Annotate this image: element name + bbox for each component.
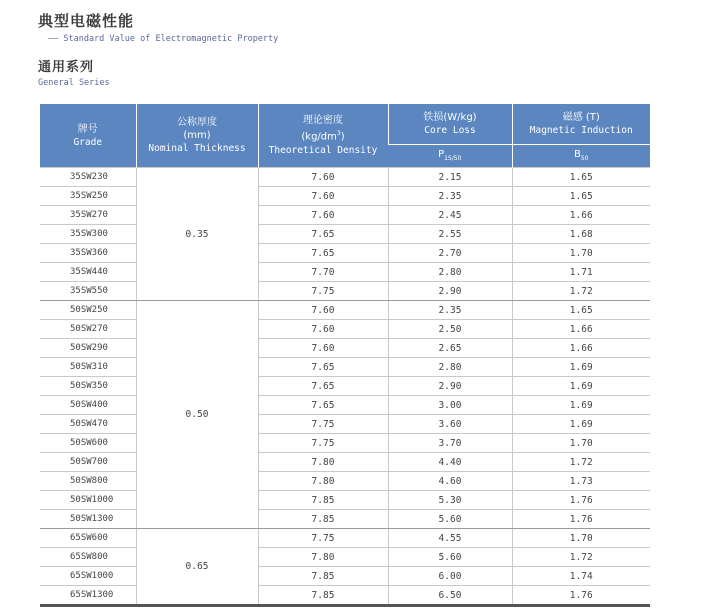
induction-cell: 1.73	[512, 472, 650, 491]
grade-cell: 35SW550	[40, 282, 136, 301]
induction-cell: 1.65	[512, 187, 650, 206]
core-loss-cell: 2.45	[388, 206, 512, 225]
density-cell: 7.60	[258, 168, 388, 187]
grade-cell: 50SW400	[40, 396, 136, 415]
table-row	[40, 282, 650, 301]
density-cell: 7.85	[258, 491, 388, 510]
grade-cell: 35SW230	[40, 168, 136, 187]
table-row	[40, 491, 650, 510]
induction-cell: 1.76	[512, 510, 650, 529]
induction-cell: 1.70	[512, 434, 650, 453]
table-row	[40, 453, 650, 472]
grade-cell: 35SW360	[40, 244, 136, 263]
grade-cell: 65SW1000	[40, 567, 136, 586]
section-title: 通用系列	[38, 60, 95, 75]
core-loss-cell: 6.50	[388, 586, 512, 606]
core-loss-cell: 5.30	[388, 491, 512, 510]
column-subheader-p1550: $P_{15/50}$	[388, 145, 512, 168]
induction-cell: 1.65	[512, 168, 650, 187]
column-header-thickness	[136, 104, 258, 168]
core-loss-cell: 4.40	[388, 453, 512, 472]
core-loss-cell: 2.90	[388, 282, 512, 301]
table-row	[40, 263, 650, 282]
grade-cell: 50SW290	[40, 339, 136, 358]
grade-header-en: Grade	[73, 136, 103, 148]
induction-cell: 1.65	[512, 301, 650, 320]
table-row	[40, 339, 650, 358]
density-cell: 7.65	[258, 396, 388, 415]
density-cell: 7.60	[258, 301, 388, 320]
density-cell: 7.75	[258, 415, 388, 434]
table-row	[40, 586, 650, 606]
thickness-header-unit: (mm)	[183, 130, 211, 141]
density-cell: 7.65	[258, 225, 388, 244]
table-row	[40, 377, 650, 396]
core-loss-cell: 4.60	[388, 472, 512, 491]
grade-cell: 50SW250	[40, 301, 136, 320]
column-subheader-b50: $B_{50}$	[512, 145, 650, 168]
table-row	[40, 225, 650, 244]
page-title: 典型电磁性能	[38, 12, 135, 30]
core-loss-cell: 3.00	[388, 396, 512, 415]
table-row	[40, 396, 650, 415]
density-cell: 7.85	[258, 567, 388, 586]
induction-cell: 1.69	[512, 396, 650, 415]
induction-cell: 1.76	[512, 491, 650, 510]
table-body	[40, 168, 650, 606]
grade-header-cn: 牌号	[77, 123, 98, 135]
table-row	[40, 206, 650, 225]
induction-cell: 1.68	[512, 225, 650, 244]
induction-cell: 1.69	[512, 415, 650, 434]
density-cell: 7.85	[258, 586, 388, 606]
core-loss-cell: 5.60	[388, 548, 512, 567]
core-loss-cell: 4.55	[388, 529, 512, 548]
table-row	[40, 434, 650, 453]
loss-header-cn: 铁损(W/kg)	[423, 112, 477, 123]
table-row	[40, 567, 650, 586]
table-row	[40, 415, 650, 434]
density-cell: 7.80	[258, 453, 388, 472]
table-row	[40, 301, 650, 320]
grade-cell: 65SW800	[40, 548, 136, 567]
density-cell: 7.80	[258, 472, 388, 491]
core-loss-cell: 2.50	[388, 320, 512, 339]
column-header-grade	[40, 104, 136, 168]
density-cell: 7.60	[258, 339, 388, 358]
density-cell: 7.75	[258, 529, 388, 548]
density-header-en: Theoretical Density	[268, 144, 378, 156]
density-header-cn: 理论密度	[303, 115, 343, 127]
table-row	[40, 472, 650, 491]
table-row	[40, 187, 650, 206]
density-header-unit: $(kg/dm^3)$	[301, 130, 345, 143]
density-cell: 7.75	[258, 282, 388, 301]
core-loss-cell: 2.35	[388, 301, 512, 320]
induction-cell: 1.70	[512, 244, 650, 263]
grade-cell: 50SW700	[40, 453, 136, 472]
induction-cell: 1.66	[512, 206, 650, 225]
induction-cell: 1.74	[512, 567, 650, 586]
page-subtitle: —— Standard Value of Electromagnetic Property	[48, 34, 279, 44]
table-row	[40, 358, 650, 377]
induction-cell: 1.69	[512, 377, 650, 396]
loss-header-en: Core Loss	[424, 125, 476, 136]
grade-cell: 50SW350	[40, 377, 136, 396]
density-cell: 7.60	[258, 206, 388, 225]
induction-cell: 1.72	[512, 282, 650, 301]
thickness-header-en: Nominal Thickness	[148, 143, 246, 154]
grade-cell: 35SW270	[40, 206, 136, 225]
table-row	[40, 548, 650, 567]
electromagnetic-property-table	[40, 104, 650, 607]
density-cell: 7.60	[258, 187, 388, 206]
core-loss-cell: 2.55	[388, 225, 512, 244]
core-loss-cell: 2.90	[388, 377, 512, 396]
grade-cell: 65SW1300	[40, 586, 136, 606]
grade-cell: 50SW310	[40, 358, 136, 377]
density-cell: 7.75	[258, 434, 388, 453]
induction-cell: 1.69	[512, 358, 650, 377]
core-loss-cell: 2.80	[388, 263, 512, 282]
induction-cell: 1.66	[512, 320, 650, 339]
core-loss-cell: 2.65	[388, 339, 512, 358]
table-row	[40, 510, 650, 529]
column-header-core-loss	[388, 104, 512, 145]
grade-cell: 50SW800	[40, 472, 136, 491]
thickness-cell: 0.50	[136, 301, 258, 529]
table-row	[40, 320, 650, 339]
grade-cell: 35SW300	[40, 225, 136, 244]
thickness-header-cn: 公称厚度	[177, 117, 217, 128]
core-loss-cell: 2.15	[388, 168, 512, 187]
column-header-density	[258, 104, 388, 168]
core-loss-cell: 2.80	[388, 358, 512, 377]
density-cell: 7.85	[258, 510, 388, 529]
induction-cell: 1.66	[512, 339, 650, 358]
core-loss-cell: 6.00	[388, 567, 512, 586]
induction-cell: 1.70	[512, 529, 650, 548]
induction-cell: 1.72	[512, 548, 650, 567]
table-header-row	[40, 104, 650, 145]
grade-cell: 50SW270	[40, 320, 136, 339]
column-header-induction	[512, 104, 650, 145]
grade-cell: 50SW1300	[40, 510, 136, 529]
density-cell: 7.60	[258, 320, 388, 339]
grade-cell: 50SW1000	[40, 491, 136, 510]
core-loss-cell: 3.60	[388, 415, 512, 434]
table-row	[40, 168, 650, 187]
induction-cell: 1.72	[512, 453, 650, 472]
density-cell: 7.80	[258, 548, 388, 567]
induction-cell: 1.76	[512, 586, 650, 606]
core-loss-cell: 2.35	[388, 187, 512, 206]
table-row	[40, 244, 650, 263]
density-cell: 7.70	[258, 263, 388, 282]
section-subtitle: General Series	[38, 78, 110, 88]
grade-cell: 35SW250	[40, 187, 136, 206]
core-loss-cell: 2.70	[388, 244, 512, 263]
core-loss-cell: 5.60	[388, 510, 512, 529]
table-row	[40, 529, 650, 548]
grade-cell: 50SW470	[40, 415, 136, 434]
induction-cell: 1.71	[512, 263, 650, 282]
grade-cell: 50SW600	[40, 434, 136, 453]
induction-header-en: Magnetic Induction	[529, 125, 633, 136]
grade-cell: 65SW600	[40, 529, 136, 548]
density-cell: 7.65	[258, 358, 388, 377]
density-cell: 7.65	[258, 377, 388, 396]
thickness-cell: 0.65	[136, 529, 258, 606]
induction-header-cn: 磁感 (T)	[562, 112, 600, 123]
grade-cell: 35SW440	[40, 263, 136, 282]
density-cell: 7.65	[258, 244, 388, 263]
core-loss-cell: 3.70	[388, 434, 512, 453]
thickness-cell: 0.35	[136, 168, 258, 301]
